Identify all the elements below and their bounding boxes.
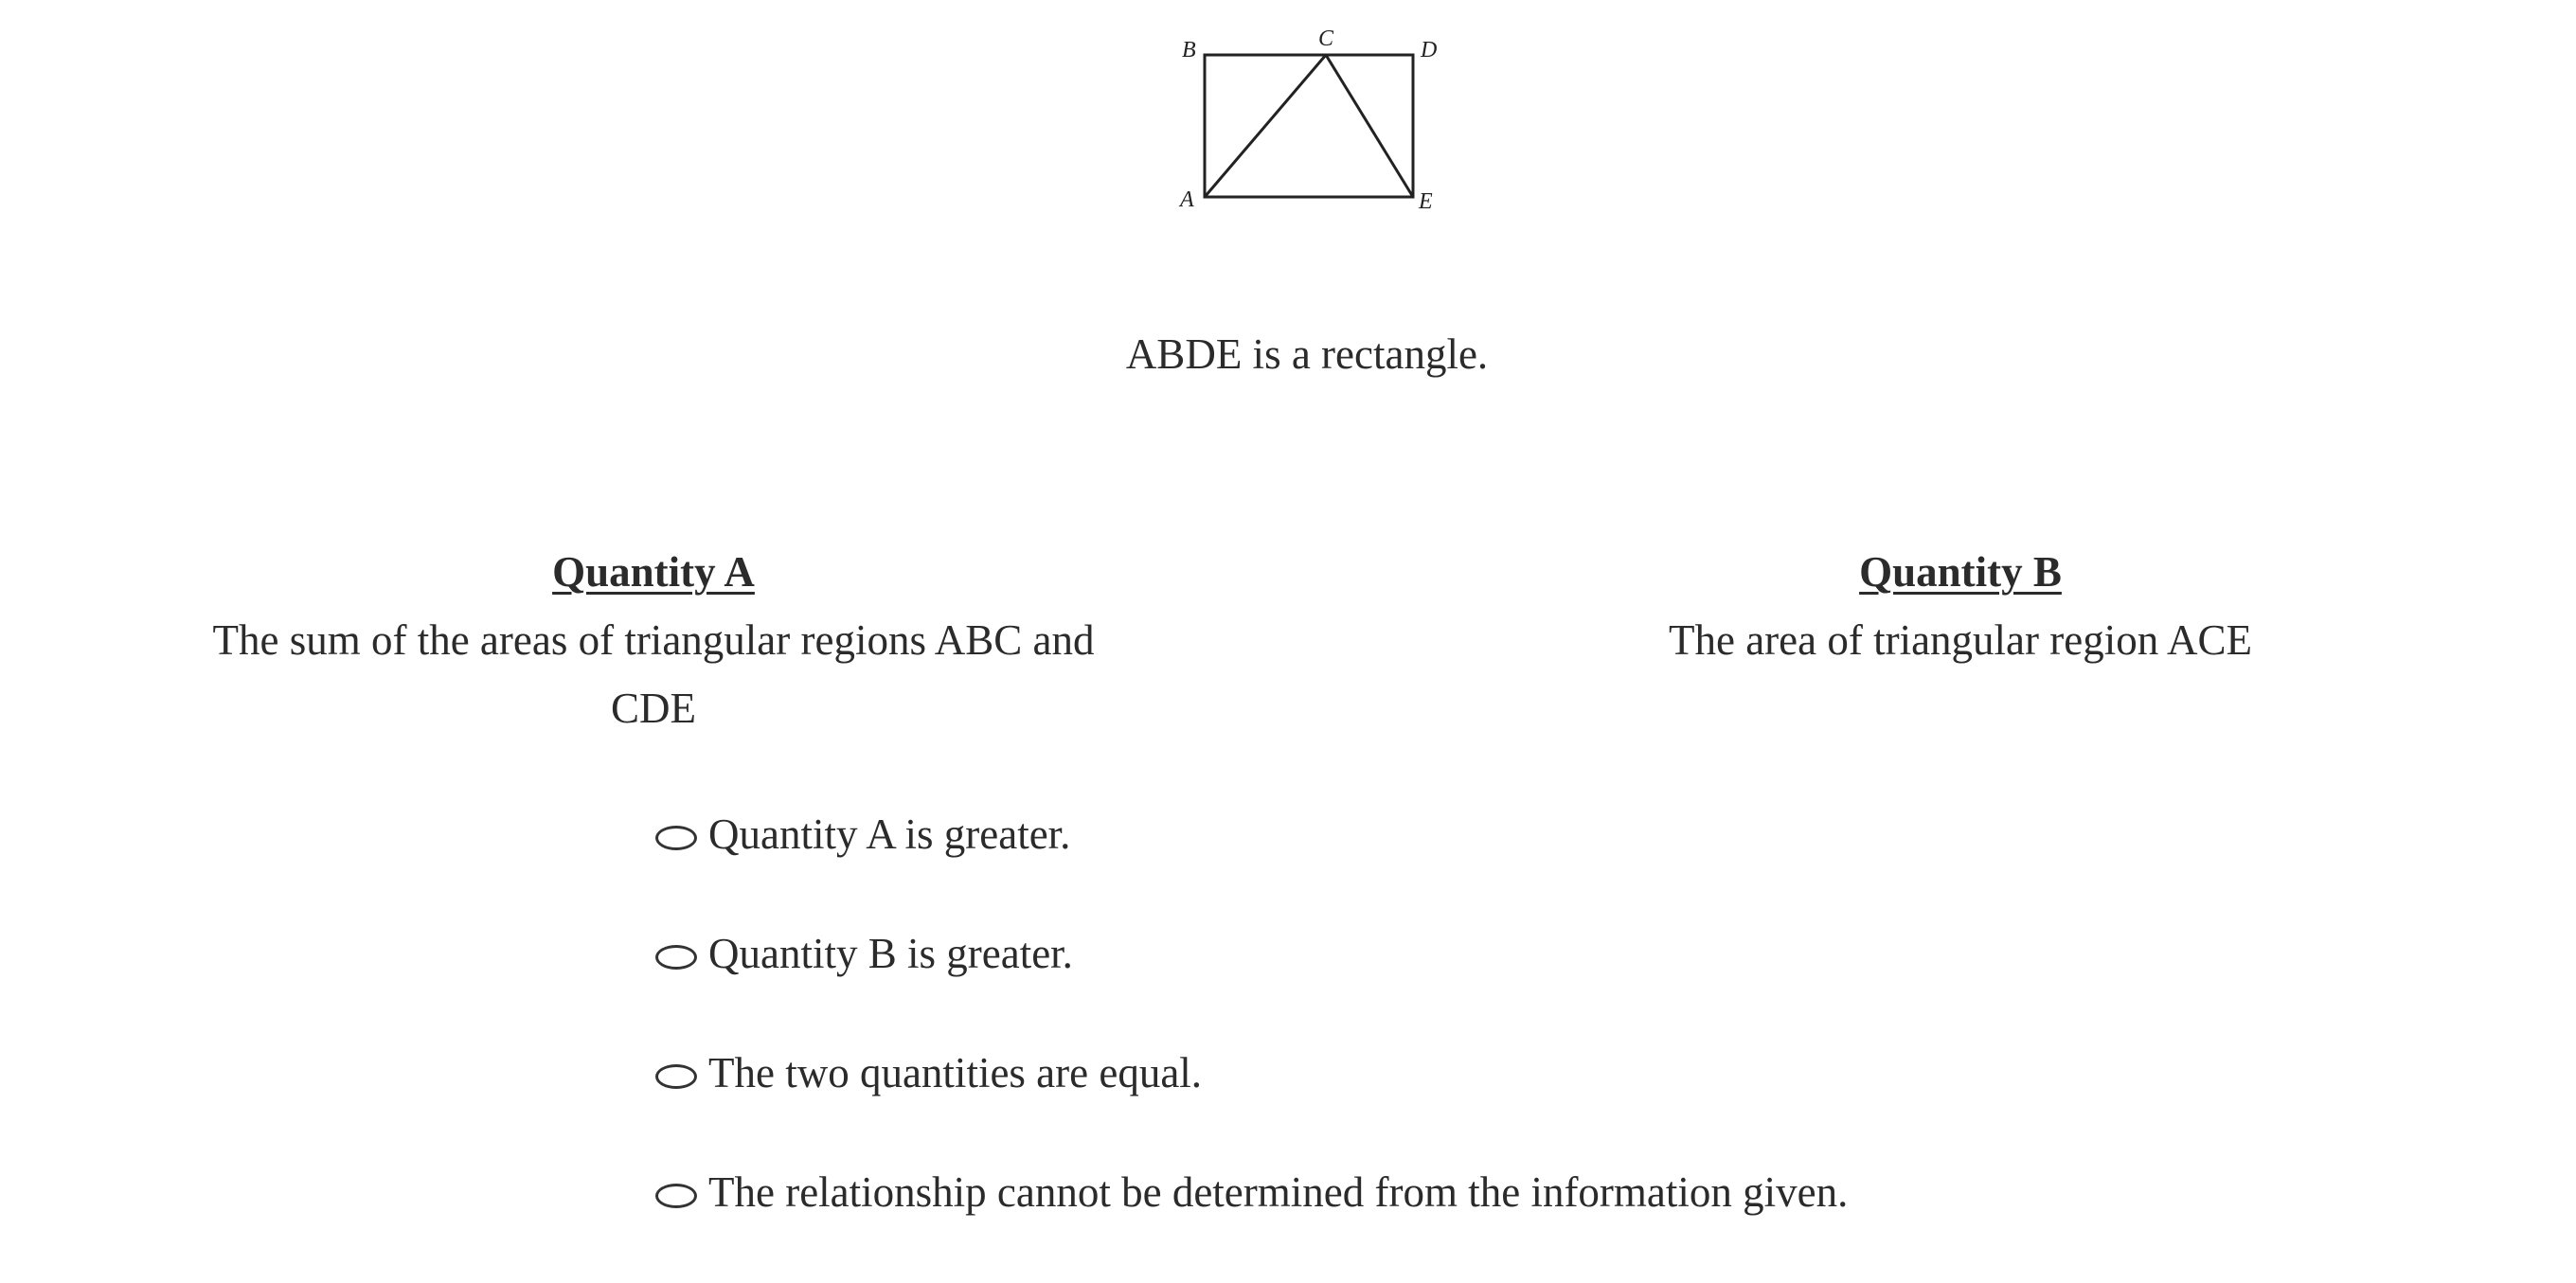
quantity-b-description: The area of triangular region ACE <box>1668 616 2252 664</box>
vertex-label-d: D <box>1421 38 1438 62</box>
quantity-a-description: The sum of the areas of triangular regions ABC and CDE <box>212 616 1095 732</box>
quantity-a-column <box>180 538 1127 742</box>
segment-ac <box>1205 55 1326 197</box>
option-a-greater[interactable] <box>655 806 1848 863</box>
option-label: Quantity A is greater. <box>708 811 1071 858</box>
rectangle-triangle-diagram <box>1165 19 1449 218</box>
radio-button-icon[interactable] <box>655 945 697 970</box>
quantity-a-title: Quantity A <box>552 548 755 596</box>
vertex-label-c: C <box>1318 27 1334 51</box>
option-label: Quantity B is greater. <box>708 930 1073 977</box>
answer-options <box>655 806 1848 1283</box>
radio-button-icon[interactable] <box>655 1064 697 1089</box>
option-label: The two quantities are equal. <box>708 1049 1203 1096</box>
radio-button-icon[interactable] <box>655 826 697 850</box>
vertex-label-b: B <box>1182 38 1196 62</box>
option-cannot-determine[interactable] <box>655 1164 1848 1221</box>
vertex-label-a: A <box>1180 187 1194 212</box>
geometry-figure <box>1165 19 1449 218</box>
option-label: The relationship cannot be determined from the information given. <box>708 1168 1849 1216</box>
quantity-b-title: Quantity B <box>1859 548 2062 596</box>
radio-button-icon[interactable] <box>655 1184 697 1208</box>
vertex-label-e: E <box>1419 189 1433 214</box>
figure-caption: ABDE is a rectangle. <box>1125 330 1489 378</box>
option-b-greater[interactable] <box>655 925 1848 982</box>
quantity-b-column <box>1487 538 2434 674</box>
segment-ce <box>1326 55 1413 197</box>
option-equal[interactable] <box>655 1044 1848 1101</box>
